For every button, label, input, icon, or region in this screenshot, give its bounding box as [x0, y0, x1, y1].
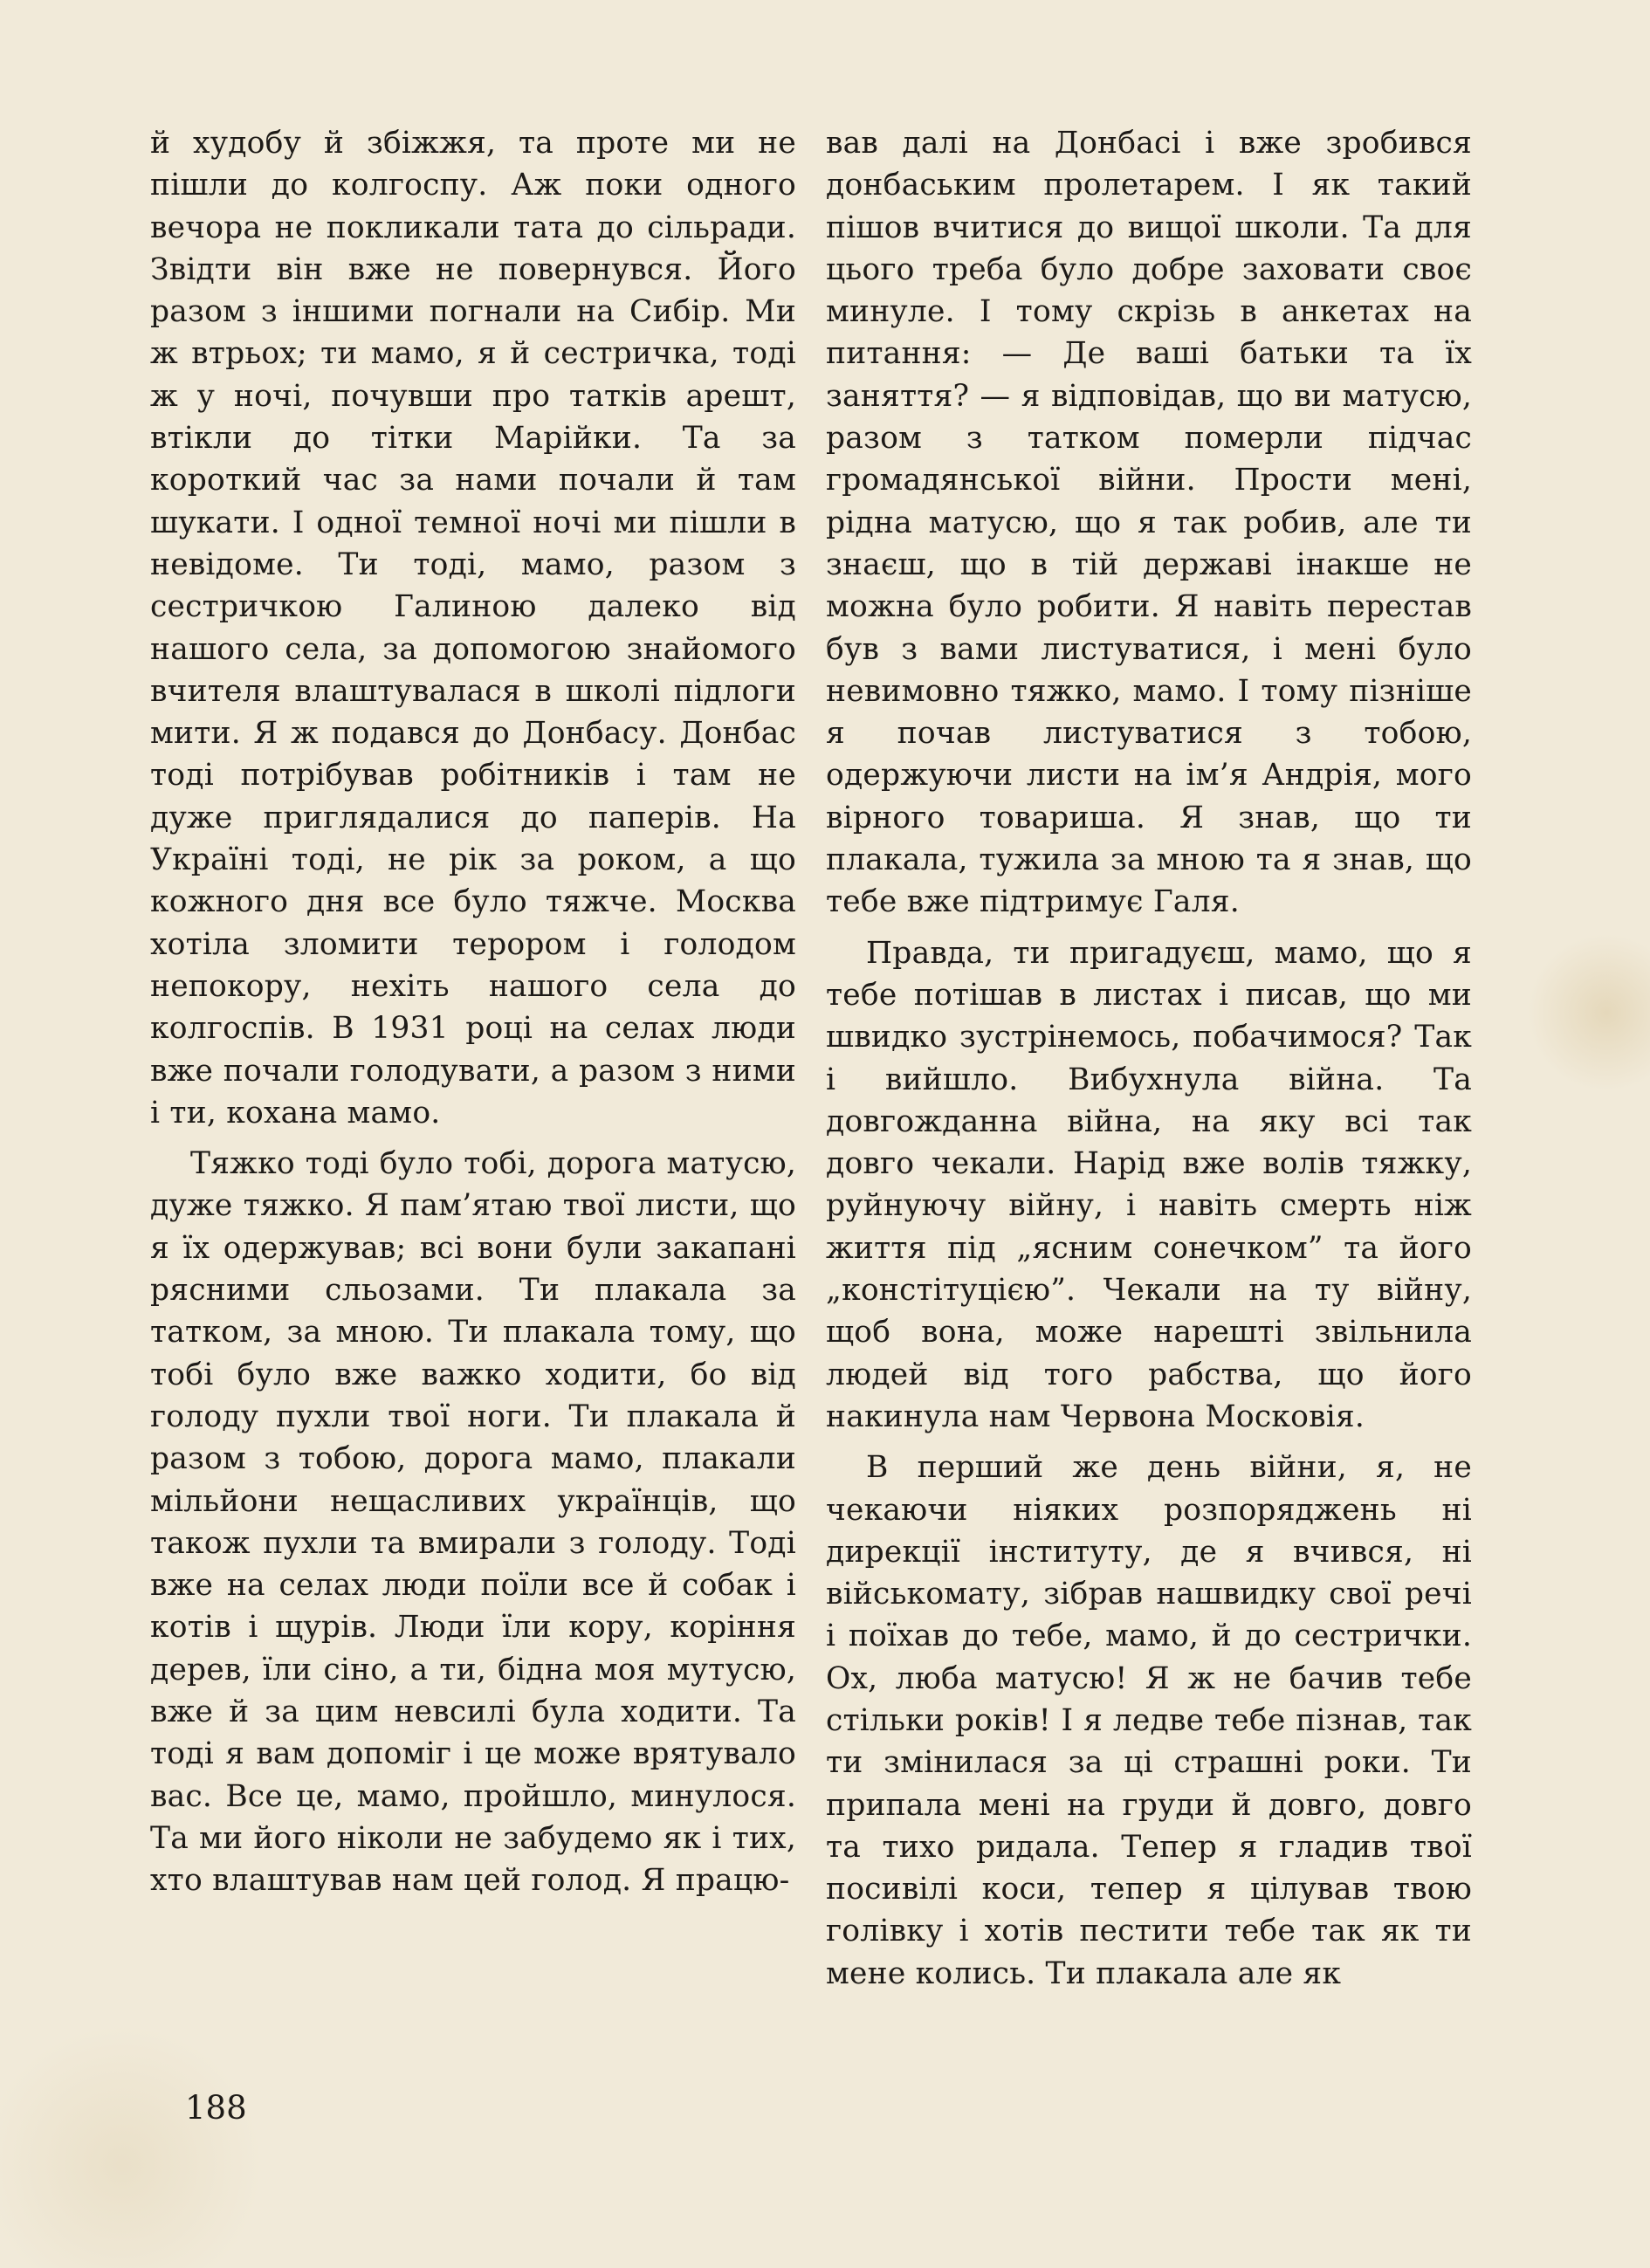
- page-number: 188: [185, 2089, 247, 2127]
- paragraph: вав далі на Донбасі і вже зробився донбаським пролетарем. І як такий пішов вчитися до вищої школи. Та для цього треба було добре заховати своє минуле. І тому скрізь в анкетах на питання: — Де ваші батьки та їх заняття? — я відповідав, що ви матусю, разом з татком померли підчас громадянської війни. Прости мені, рідна матусю, що я так робив, але ти знаєш, що в тій державі інакше не можна було робити. Я навіть перестав був з вами листуватися, і мені було невимовно тяжко, мамо. І тому пізніше я почав листуватися з тобою, одержуючи листи на ім’я Андрія, мого вірного товариша. Я знав, що ти плакала, тужила за мною та я знав, що тебе вже підтримує Галя.: [826, 126, 1472, 920]
- right-text-column: [826, 122, 1472, 1995]
- paragraph: й худобу й збіжжя, та проте ми не пішли до колгоспу. Аж поки одного вечора не покликали тата до сільради. Звідти він вже не повернувся. Його разом з іншими погнали на Сибір. Ми ж втрьох; ти мамо, я й сестричка, тоді ж у ночі, почувши про татків арешт, втікли до тітки Марійки. Та за короткий час за нами почали й там шукати. І одної темної ночі ми пішли в невідоме. Ти тоді, мамо, разом з сестричкою Галиною далеко від нашого села, за допомогою знайомого вчителя влаштувалася в школі підлоги мити. Я ж подався до Донбасу. Донбас тоді потрібував робітників і там не дуже приглядалися до паперів. На Україні тоді, не рік за роком, а що кожного дня все було тяжче. Москва хотіла зломити терором і голодом непокору, нехіть нашого села до колгоспів. В 1931 році на селах люди вже почали голодувати, а разом з ними і ти, кохана мамо.: [150, 126, 796, 1131]
- left-text-column: [150, 122, 796, 1901]
- paragraph: Правда, ти пригадуєш, мамо, що я тебе потішав в листах і писав, що ми швидко зустрінемось, побачимося? Так і вийшло. Вибухнула війна. Та довгожданна війна, на яку всі так довго чекали. Нарід вже волів тяжку, руйнуючу війну, і навіть смерть ніж життя під „ясним сонечком” та його „констітуцією”. Чекали на ту війну, щоб вона, може нарешті звільнила людей від того рабства, що його накинула нам Червона Московія.: [826, 935, 1472, 1434]
- paragraph: В перший же день війни, я, не чекаючи ніяких розпоряджень ні дирекції інституту, де я вчився, ні військомату, зібрав нашвидку свої речі і поїхав до тебе, мамо, й до сестрички. Ох, люба матусю! Я ж не бачив тебе стільки років! І я ледве тебе пізнав, так ти змінилася за ці страшні роки. Ти припала мені на груди й довго, довго та тихо ридала. Тепер я гладив твої посивілі коси, тепер я цілував твою голівку і хотів пестити тебе так як ти мене колись. Ти плакала але як: [826, 1450, 1472, 1991]
- paragraph: Тяжко тоді було тобі, дорога матусю, дуже тяжко. Я пам’ятаю твої листи, що я їх одержував; всі вони були закапані рясними сльозами. Ти плакала за татком, за мною. Ти плакала тому, що тобі було вже важко ходити, бо від голоду пухли твої ноги. Ти плакала й разом з тобою, дорога мамо, плакали мільйони нещасливих українців, що також пухли та вмирали з голоду. Тоді вже на селах люди поїли все й собак і котів і щурів. Люди їли кору, коріння дерев, їли сіно, а ти, бідна моя мутусю, вже й за цим невсилі була ходити. Та тоді я вам допоміг і це може врятувало вас. Все це, мамо, пройшло, минулося. Та ми його ніколи не забудемо як і тих, хто влаштував нам цей голод. Я працю-: [150, 1146, 796, 1899]
